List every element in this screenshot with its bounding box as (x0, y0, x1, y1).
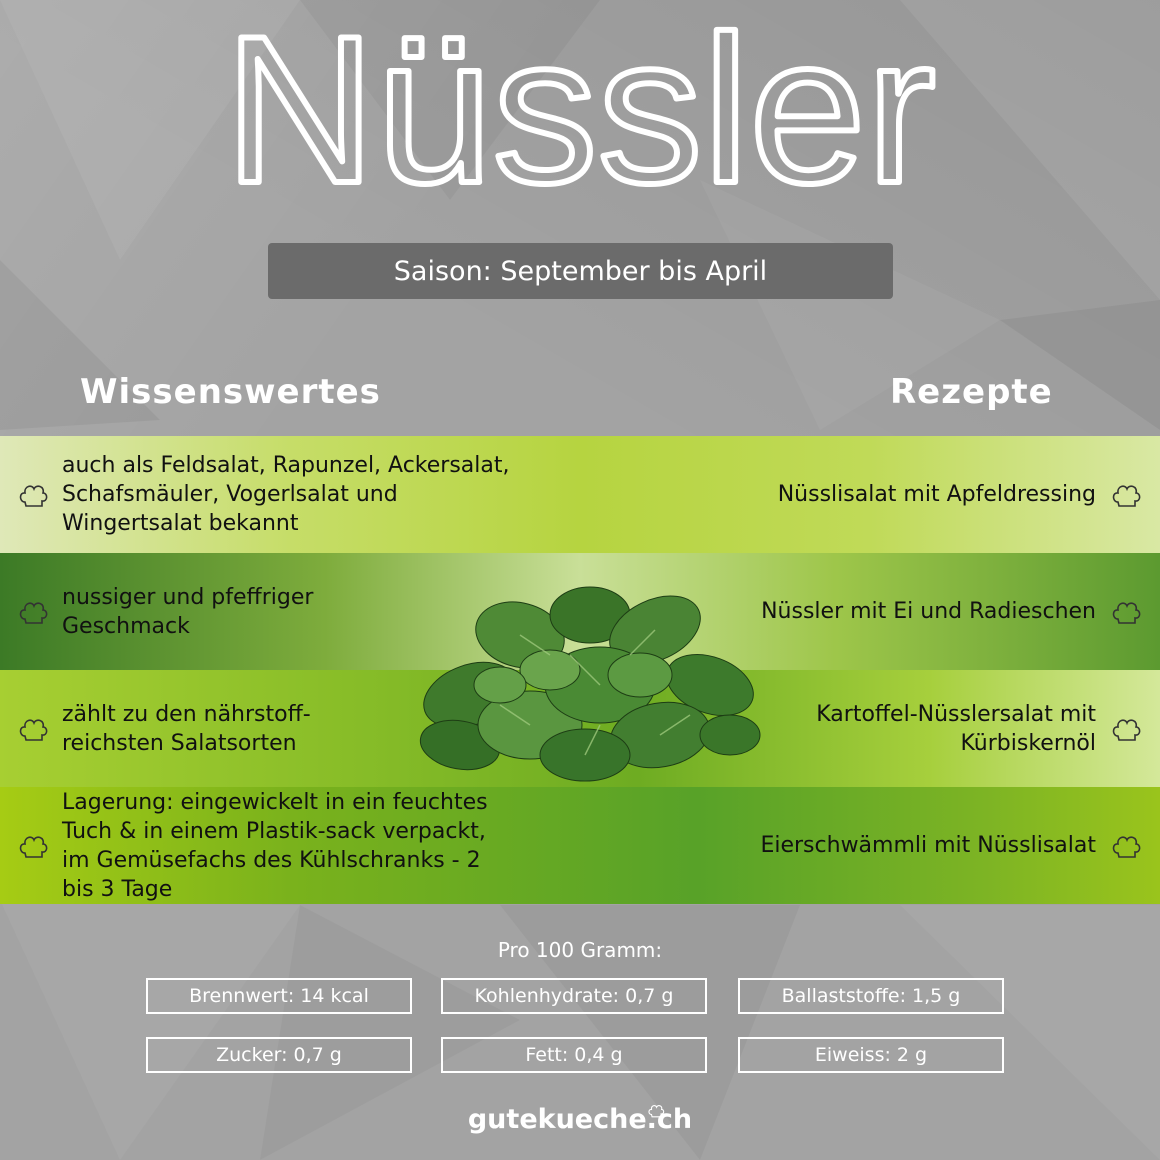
nutrition-item: Kohlenhydrate: 0,7 g (441, 978, 707, 1014)
info-row (0, 787, 1160, 904)
season-banner (268, 243, 893, 299)
recipes-heading: Rezepte (890, 372, 1053, 412)
fact-text: auch als Feldsalat, Rapunzel, Ackersalat, Schafsmäuler, Vogerlsalat und Wingertsalat bekannt (62, 453, 510, 536)
fact-text: zählt zu den nährstoff-reichsten Salatsorten (62, 701, 311, 756)
recipe-link[interactable]: Nüsslisalat mit Apfeldressing (777, 482, 1096, 507)
chef-hat-icon (1110, 597, 1142, 625)
nutrition-item: Ballaststoffe: 1,5 g (738, 978, 1004, 1014)
fact-text: Lagerung: eingewickelt in ein feuchtes Tuch & in einem Plastik-sack verpackt, im Gemüsefachs des Kühlschranks - 2 bis 3 Tage (62, 789, 488, 902)
chef-hat-icon (647, 1102, 665, 1118)
chef-hat-icon (17, 480, 49, 508)
recipe-link[interactable]: Nüssler mit Ei und Radieschen (761, 599, 1096, 624)
nutrition-item: Brennwert: 14 kcal (146, 978, 412, 1014)
lambs-lettuce-image (400, 575, 770, 785)
facts-heading: Wissenswertes (80, 372, 381, 412)
page-title (0, 0, 1160, 220)
recipe-link[interactable]: Eierschwämmli mit Nüsslisalat (760, 833, 1096, 858)
info-row (0, 436, 1160, 553)
chef-hat-icon (1110, 831, 1142, 859)
svg-text:Nüssler: Nüssler (224, 0, 936, 220)
chef-hat-icon (17, 714, 49, 742)
chef-hat-icon (1110, 714, 1142, 742)
nutrition-item: Eiweiss: 2 g (738, 1037, 1004, 1073)
footer-brand[interactable]: gutekueche.ch (467, 1104, 693, 1135)
season-text: Saison: September bis April (393, 255, 768, 287)
chef-hat-icon (17, 831, 49, 859)
chef-hat-icon (1110, 480, 1142, 508)
recipe-link[interactable]: Kartoffel-Nüsslersalat mit Kürbiskernöl (816, 701, 1096, 756)
nutrition-heading: Pro 100 Gramm: (497, 938, 663, 962)
chef-hat-icon (17, 597, 49, 625)
nutrition-item: Zucker: 0,7 g (146, 1037, 412, 1073)
fact-text: nussiger und pfeffriger Geschmack (62, 584, 314, 639)
nutrition-item: Fett: 0,4 g (441, 1037, 707, 1073)
